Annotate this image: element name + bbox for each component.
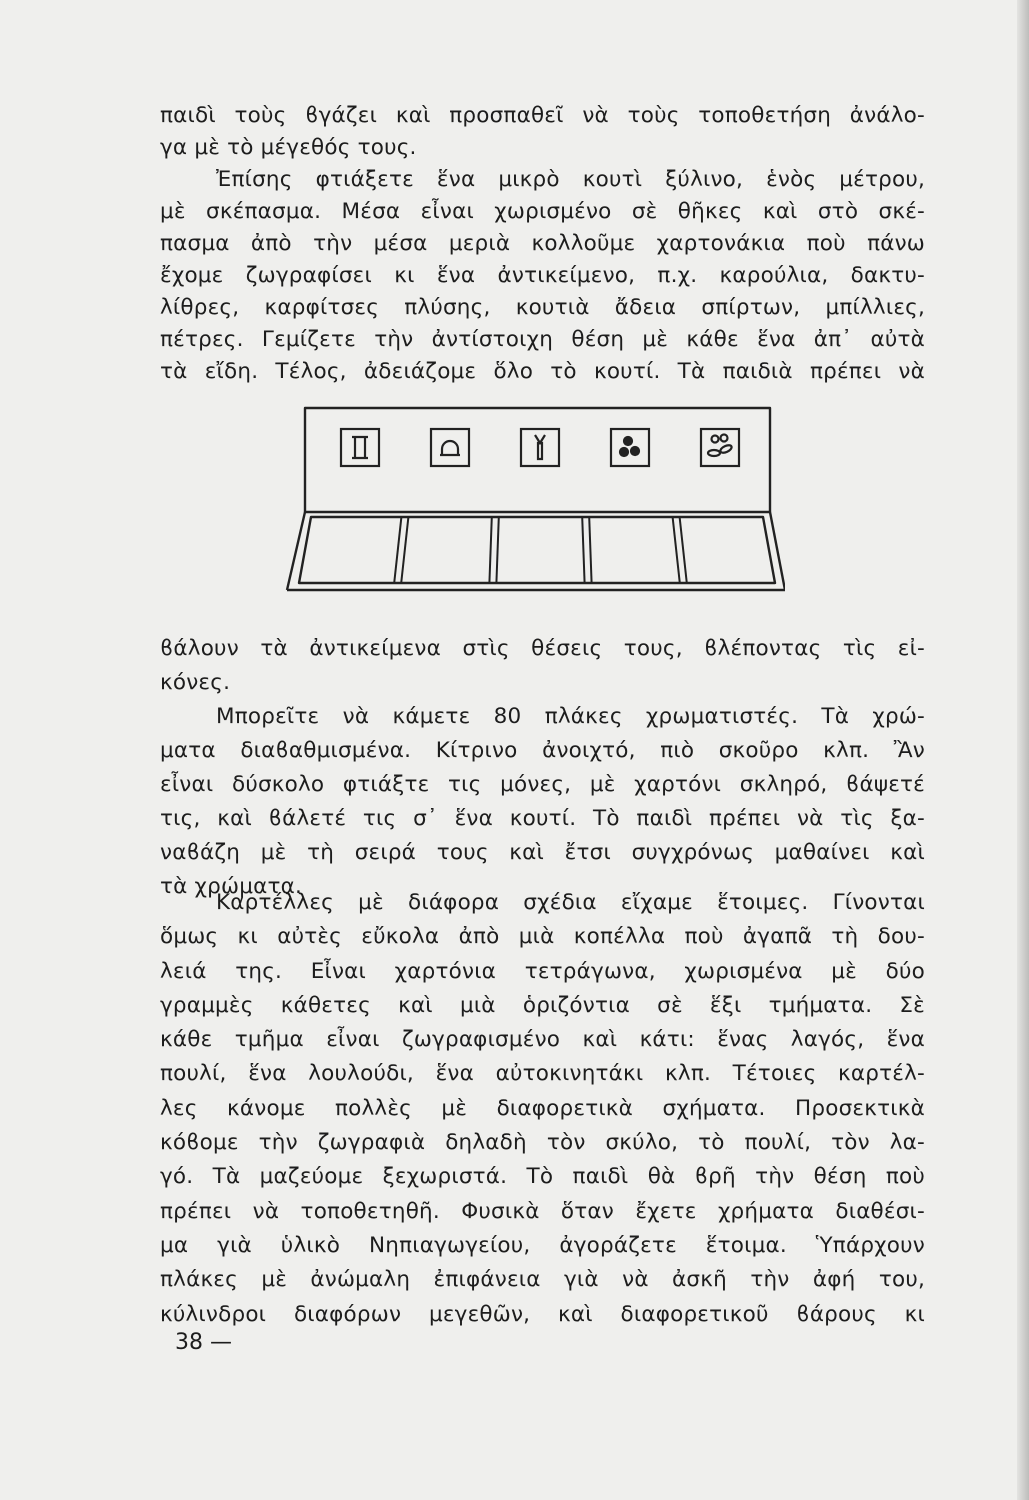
spool-icon bbox=[341, 429, 379, 466]
compartment-divider bbox=[496, 517, 498, 583]
text-line: πλάκες μὲ ἀνώμαλη ἐπιφάνεια γιὰ νὰ ἀσκῆ τὴν ἀφή του, bbox=[160, 1267, 925, 1293]
box-left-edge bbox=[287, 512, 305, 590]
box-right-edge bbox=[770, 512, 785, 590]
text-line: ματα διαϐαθμισμένα. Κίτρινο ἀνοιχτό, πιὸ σκοῦρο κλπ. Ἂν bbox=[160, 738, 925, 763]
page-number: 38 — bbox=[175, 1330, 232, 1355]
text-line: ἔχομε ζωγραφίσει κι ἕνα ἀντικείμενο, π.χ. καρούλια, δακτυ- bbox=[160, 263, 925, 288]
text-line: μὲ σκέπασμα. Μέσα εἶναι χωρισμένο σὲ θῆκες καὶ στὸ σκέ- bbox=[160, 199, 925, 224]
text-line: μα γιὰ ὑλικὸ Νηπιαγωγείου, ἀγοράζετε ἕτοιμα. Ὑπάρχουν bbox=[160, 1232, 925, 1258]
text-line: κύλινδροι διαφόρων μεγεθῶν, καὶ διαφορετικοῦ ϐάρους κι bbox=[160, 1301, 925, 1327]
compartment-divider bbox=[582, 517, 584, 583]
text-block-middle bbox=[160, 632, 925, 904]
text-line: γραμμὲς κάθετες καὶ μιὰ ὁριζόντια σὲ ἕξι τμήματα. Σὲ bbox=[160, 992, 925, 1018]
text-block-top bbox=[160, 100, 925, 388]
text-line: πασμα ἀπὸ τὴν μέσα μεριὰ κολλοῦμε χαρτονάκια ποὺ πάνω bbox=[160, 231, 925, 256]
text-line: πρέπει νὰ τοποθετηθῆ. Φυσικὰ ὅταν ἔχετε χρήματα διαθέσι- bbox=[160, 1198, 925, 1224]
text-line: γα μὲ τὸ μέγεθός τους. bbox=[160, 135, 417, 160]
text-line: εἶναι δύσκολο φτιάξτε τις μόνες, μὲ χαρτόνι σκληρό, ϐάψετέ bbox=[160, 772, 925, 797]
text-line: τὰ εἴδη. Τέλος, ἀδειάζομε ὅλο τὸ κουτί. Τὰ παιδιὰ πρέπει νὰ bbox=[160, 359, 925, 384]
text-line: πουλί, ἕνα λουλούδι, ἕνα αὐτοκινητάκι κλπ. Τέτοιες καρτέλ- bbox=[160, 1061, 925, 1087]
text-line: κόνες. bbox=[160, 670, 231, 695]
clothespin-icon bbox=[521, 429, 559, 466]
text-line: Μπορεῖτε νὰ κάμετε 80 πλάκες χρωματιστές. Τὰ χρώ- bbox=[216, 704, 925, 729]
text-line: τὰ χρώματα. bbox=[160, 874, 303, 899]
text-line: Καρτέλλες μὲ διάφορα σχέδια εἴχαμε ἕτοιμες. Γίνονται bbox=[216, 890, 925, 915]
thimble-icon bbox=[431, 429, 469, 466]
text-line: λειά της. Εἶναι χαρτόνια τετράγωνα, χωρισμένα μὲ δύο bbox=[160, 958, 925, 984]
compartment-divider bbox=[673, 517, 680, 583]
compartment-divider bbox=[401, 517, 408, 583]
page-edge-shadow bbox=[1017, 0, 1029, 1500]
stones-icon bbox=[701, 429, 739, 466]
text-block-bottom bbox=[160, 886, 925, 1332]
text-line: κόϐομε τὴν ζωγραφιὰ δηλαδὴ τὸν σκύλο, τὸ πουλί, τὸν λα- bbox=[160, 1130, 925, 1156]
text-line: ὅμως κι αὐτὲς εὔκολα ἀπὸ μιὰ κοπέλλα ποὺ ἀγαπᾶ τὴ δου- bbox=[160, 924, 925, 950]
box-tray bbox=[299, 517, 775, 583]
marbles-icon bbox=[611, 429, 649, 466]
text-line: κάθε τμῆμα εἶναι ζωγραφισμένο καὶ κάτι: ἕνας λαγός, ἕνα bbox=[160, 1027, 925, 1053]
compartment-divider bbox=[680, 517, 687, 583]
compartment-divider bbox=[394, 517, 401, 583]
text-line: παιδὶ τοὺς ϐγάζει καὶ προσπαθεῖ νὰ τοὺς τοποθετήση ἀνάλο- bbox=[160, 103, 925, 128]
text-line: τις, καὶ ϐάλετέ τις σ᾽ ἕνα κουτί. Τὸ παιδὶ πρέπει νὰ τὶς ξα- bbox=[160, 806, 925, 831]
compartment-divider bbox=[489, 517, 491, 583]
text-line: γό. Τὰ μαζεύομε ξεχωριστά. Τὸ παιδὶ θὰ ϐρῆ τὴν θέση ποὺ bbox=[160, 1164, 925, 1190]
compartment-divider bbox=[589, 517, 591, 583]
box-illustration bbox=[285, 395, 785, 615]
text-line: πέτρες. Γεμίζετε τὴν ἀντίστοιχη θέση μὲ κάθε ἕνα ἀπ᾽ αὐτὰ bbox=[160, 327, 925, 352]
text-line: Ἐπίσης φτιάξετε ἕνα μικρὸ κουτὶ ξύλινο, ἑνὸς μέτρου, bbox=[216, 167, 925, 192]
text-line: ναϐάζη μὲ τὴ σειρά τους καὶ ἔτσι συγχρόνως μαθαίνει καὶ bbox=[160, 840, 925, 865]
text-line: λίθρες, καρφίτσες πλύσης, κουτιὰ ἄδεια σπίρτων, μπίλλιες, bbox=[160, 295, 925, 320]
text-line: λες κάνομε πολλὲς μὲ διαφορετικὰ σχήματα. Προσεκτικὰ bbox=[160, 1095, 925, 1121]
text-line: ϐάλουν τὰ ἀντικείμενα στὶς θέσεις τους, ϐλέποντας τὶς εἰ- bbox=[160, 636, 925, 661]
